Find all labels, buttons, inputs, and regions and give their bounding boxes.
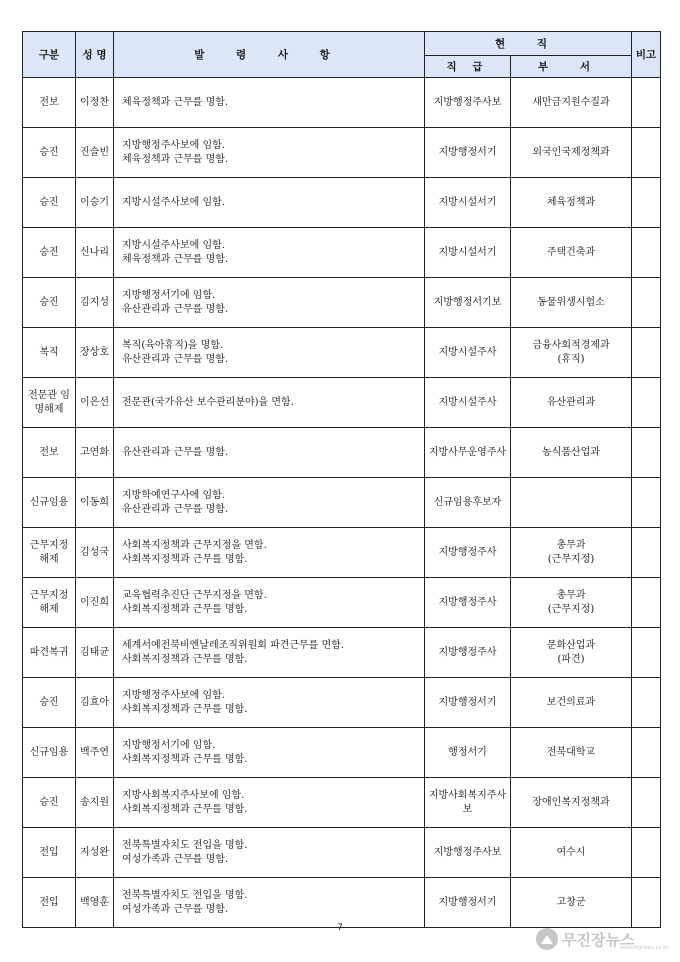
watermark-logo-icon: [536, 928, 558, 950]
position-cell: 지방행정서기: [425, 878, 511, 928]
position-cell: 지방행정주사보: [425, 828, 511, 878]
order-line: 전문관(국가유산 보수관리분야)을 면함.: [122, 396, 294, 408]
remarks-cell: [632, 528, 661, 578]
order-cell: [114, 728, 425, 778]
name-cell: 진슬빈: [76, 128, 114, 178]
name-cell: 이정찬: [76, 78, 114, 128]
department-cell: [511, 528, 632, 578]
remarks-cell: [632, 228, 661, 278]
table-row: [23, 728, 661, 778]
order-line: 지방시설주사보에 임함.: [122, 196, 225, 208]
remarks-cell: [632, 628, 661, 678]
remarks-cell: [632, 728, 661, 778]
order-cell: [114, 278, 425, 328]
department-line: 장애인복지정책과: [532, 796, 610, 808]
category-cell: 승진: [23, 678, 76, 728]
order-line: 유산관리과 근무를 명함.: [122, 353, 229, 365]
table-row: [23, 778, 661, 828]
order-line: 사회복지정책과 근무지정을 면함.: [122, 539, 267, 551]
table-row: [23, 828, 661, 878]
category-cell: 근무지정 해제: [23, 528, 76, 578]
remarks-cell: [632, 178, 661, 228]
position-cell: 지방행정서기: [425, 128, 511, 178]
department-cell: [511, 728, 632, 778]
remarks-cell: [632, 328, 661, 378]
header-remarks: 비고: [632, 32, 661, 78]
table-row: [23, 328, 661, 378]
category-cell: 승진: [23, 178, 76, 228]
order-line: 복직(육아휴직)을 명함.: [122, 339, 224, 351]
order-cell: [114, 878, 425, 928]
order-line: 세계서예전북비엔날레조직위원회 파견근무를 면함.: [122, 639, 345, 651]
page-number: 7: [337, 923, 343, 933]
order-cell: [114, 478, 425, 528]
department-line: 총무과: [556, 589, 586, 601]
remarks-cell: [632, 878, 661, 928]
department-cell: [511, 128, 632, 178]
order-line: 지방학예연구사에 임함.: [122, 489, 225, 501]
header-current: 현 직: [425, 32, 632, 56]
position-cell: 지방시설서기: [425, 228, 511, 278]
table-row: [23, 578, 661, 628]
category-cell: 승진: [23, 278, 76, 328]
name-cell: 송지원: [76, 778, 114, 828]
category-cell: 전보: [23, 78, 76, 128]
order-cell: [114, 778, 425, 828]
order-cell: [114, 378, 425, 428]
order-line: 지방행정주사보에 임함.: [122, 689, 225, 701]
name-cell: 백주연: [76, 728, 114, 778]
order-line: 교육협력추진단 근무지정을 면함.: [122, 589, 267, 601]
remarks-cell: [632, 78, 661, 128]
table-body: [23, 78, 661, 928]
department-line: 주택건축과: [546, 246, 596, 258]
department-cell: [511, 478, 632, 528]
department-cell: [511, 428, 632, 478]
department-cell: [511, 378, 632, 428]
name-cell: 김태균: [76, 628, 114, 678]
category-cell: 승진: [23, 128, 76, 178]
name-cell: 김지성: [76, 278, 114, 328]
department-cell: [511, 178, 632, 228]
table-row: [23, 478, 661, 528]
table-header: [23, 32, 661, 78]
department-line: 새만금지원수질과: [532, 96, 610, 108]
order-line: 지방시설주사보에 임함.: [122, 239, 225, 251]
order-line: 사회복지정책과 근무를 명함.: [122, 703, 248, 715]
remarks-cell: [632, 678, 661, 728]
order-line: 사회복지정책과 근무를 명함.: [122, 753, 248, 765]
category-cell: 전보: [23, 428, 76, 478]
name-cell: 이은선: [76, 378, 114, 428]
category-cell: 복직: [23, 328, 76, 378]
order-line: 사회복지정책과 근무를 명함.: [122, 653, 248, 665]
order-line: 사회복지정책과 근무를 명함.: [122, 603, 248, 615]
table-row: [23, 228, 661, 278]
name-cell: 장상호: [76, 328, 114, 378]
watermark-url: www.mjjnews.co.kr: [620, 945, 668, 951]
header-name: 성 명: [76, 32, 114, 78]
position-cell: 지방시설서기: [425, 178, 511, 228]
position-cell: 지방행정주사: [425, 578, 511, 628]
category-cell: 파견복귀: [23, 628, 76, 678]
position-cell: 지방사회복지주사보: [425, 778, 511, 828]
department-line: 고창군: [556, 896, 586, 908]
remarks-cell: [632, 378, 661, 428]
table-row: [23, 278, 661, 328]
order-cell: [114, 328, 425, 378]
department-cell: [511, 278, 632, 328]
department-line: 체육정책과: [546, 196, 596, 208]
order-cell: [114, 628, 425, 678]
position-cell: 지방행정주사: [425, 628, 511, 678]
department-cell: [511, 578, 632, 628]
order-cell: [114, 78, 425, 128]
order-cell: [114, 678, 425, 728]
header-category: 구분: [23, 32, 76, 78]
remarks-cell: [632, 828, 661, 878]
watermark: [536, 928, 668, 951]
category-cell: 승진: [23, 778, 76, 828]
table-row: [23, 78, 661, 128]
department-cell: [511, 628, 632, 678]
order-line: 전북특별자치도 전입을 명함.: [122, 889, 248, 901]
order-cell: [114, 828, 425, 878]
header-position: 직 급: [425, 56, 511, 78]
category-cell: 신규임용: [23, 728, 76, 778]
department-line: 전북대학교: [546, 746, 596, 758]
position-cell: 지방행정주사보: [425, 78, 511, 128]
category-cell: 신규임용: [23, 478, 76, 528]
order-line: 지방행정주사보에 임함.: [122, 139, 225, 151]
department-cell: [511, 778, 632, 828]
department-line: 유산관리과: [546, 396, 596, 408]
position-cell: 지방행정서기: [425, 678, 511, 728]
order-line: 사회복지정책과 근무를 명함.: [122, 803, 248, 815]
department-line: 여수시: [556, 846, 586, 858]
position-cell: 지방행정주사: [425, 528, 511, 578]
order-line: 전북특별자치도 전입을 명함.: [122, 839, 248, 851]
position-cell: 행정서기: [425, 728, 511, 778]
department-cell: [511, 228, 632, 278]
order-line: 지방행정서기에 임함.: [122, 289, 216, 301]
name-cell: 지성완: [76, 828, 114, 878]
table-row: [23, 378, 661, 428]
remarks-cell: [632, 778, 661, 828]
category-cell: 근무지정 해제: [23, 578, 76, 628]
order-line: 체육정책과 근무를 명함.: [122, 153, 229, 165]
header-order: 발 령 사 항: [114, 32, 425, 78]
name-cell: 김성국: [76, 528, 114, 578]
order-cell: [114, 578, 425, 628]
name-cell: 고연화: [76, 428, 114, 478]
department-line: 외국인국제정책과: [532, 146, 610, 158]
department-cell: [511, 678, 632, 728]
table-row: [23, 528, 661, 578]
order-cell: [114, 128, 425, 178]
name-cell: 이동희: [76, 478, 114, 528]
table-row: [23, 178, 661, 228]
order-line: 여성가족과 근무를 명함.: [122, 903, 229, 915]
category-cell: 승진: [23, 228, 76, 278]
department-line: 총무과: [556, 539, 586, 551]
department-line: (근무지정): [547, 553, 595, 565]
order-line: 체육정책과 근무를 명함.: [122, 253, 229, 265]
table-row: [23, 878, 661, 928]
category-cell: 전입: [23, 878, 76, 928]
remarks-cell: [632, 278, 661, 328]
order-line: 지방사회복지주사보에 임함.: [122, 789, 245, 801]
department-cell: [511, 828, 632, 878]
name-cell: 신나리: [76, 228, 114, 278]
table-row: [23, 628, 661, 678]
name-cell: 이승기: [76, 178, 114, 228]
department-line: 농식품산업과: [542, 446, 600, 458]
personnel-order-table: [22, 31, 661, 928]
remarks-cell: [632, 578, 661, 628]
name-cell: 김효아: [76, 678, 114, 728]
header-department: 부 서: [511, 56, 632, 78]
position-cell: 지방시설주사: [425, 378, 511, 428]
order-cell: [114, 228, 425, 278]
category-cell: 전입: [23, 828, 76, 878]
order-line: 지방행정서기에 임함.: [122, 739, 216, 751]
order-line: 여성가족과 근무를 명함.: [122, 853, 229, 865]
department-cell: [511, 328, 632, 378]
table-row: [23, 428, 661, 478]
name-cell: 백영훈: [76, 878, 114, 928]
position-cell: 지방사무운영주사: [425, 428, 511, 478]
table-row: [23, 128, 661, 178]
order-line: 유산관리과 근무를 명함.: [122, 503, 229, 515]
department-line: 보건의료과: [546, 696, 596, 708]
department-line: 동물위생시험소: [537, 296, 605, 308]
order-cell: [114, 178, 425, 228]
position-cell: 신규임용후보자: [425, 478, 511, 528]
order-line: 유산관리과 근무를 명함.: [122, 446, 229, 458]
category-cell: 전문관 임명해제: [23, 378, 76, 428]
order-cell: [114, 428, 425, 478]
department-line: 금융사회적경제과: [532, 339, 610, 351]
remarks-cell: [632, 478, 661, 528]
watermark-text: 무진장뉴스: [562, 930, 635, 949]
remarks-cell: [632, 428, 661, 478]
remarks-cell: [632, 128, 661, 178]
department-cell: [511, 878, 632, 928]
position-cell: 지방행정서기보: [425, 278, 511, 328]
name-cell: 이진희: [76, 578, 114, 628]
position-cell: 지방시설주사: [425, 328, 511, 378]
order-cell: [114, 528, 425, 578]
department-line: (파견): [557, 653, 585, 665]
order-line: 체육정책과 근무를 명함.: [122, 96, 229, 108]
department-cell: [511, 78, 632, 128]
order-line: 유산관리과 근무를 명함.: [122, 303, 229, 315]
order-line: 사회복지정책과 근무를 명함.: [122, 553, 248, 565]
department-line: 문화산업과: [546, 639, 596, 651]
table-row: [23, 678, 661, 728]
department-line: (휴직): [557, 353, 585, 365]
department-line: (근무지정): [547, 603, 595, 615]
